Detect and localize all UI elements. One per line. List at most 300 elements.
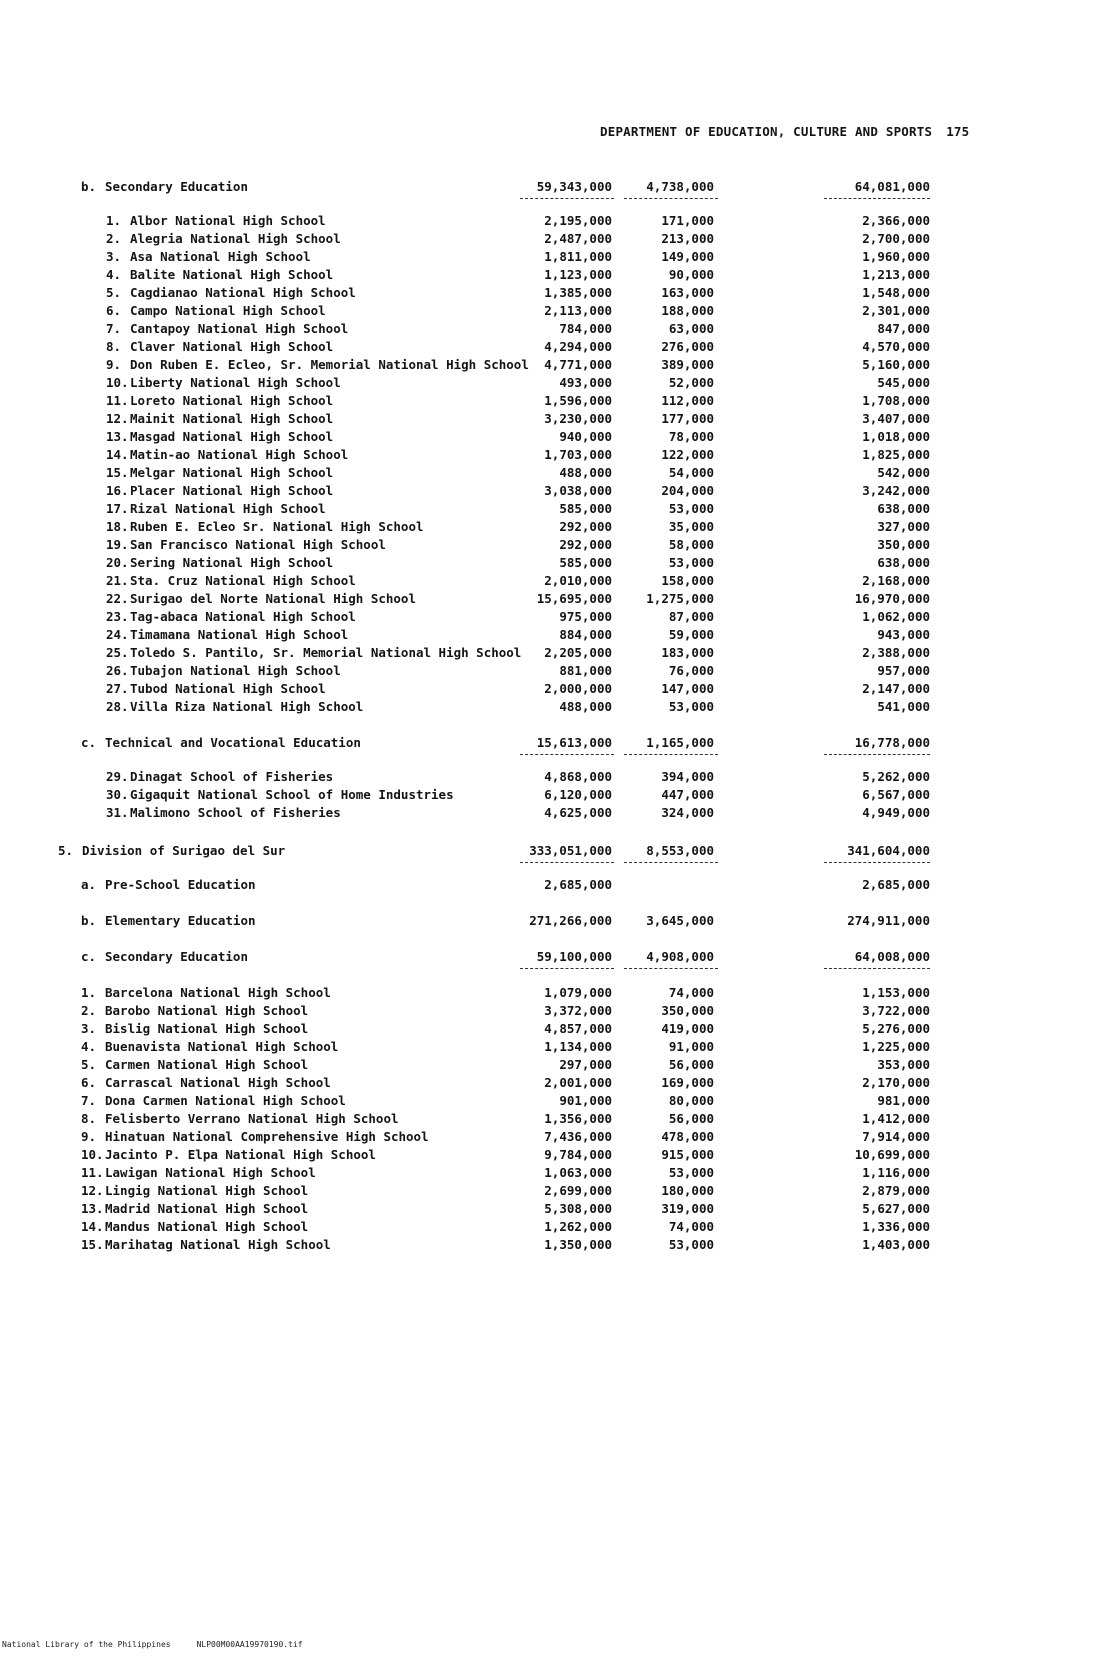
item-number: 9.	[81, 1129, 97, 1144]
amount-total: 1,336,000	[862, 1219, 930, 1234]
amount-column-1: 975,000	[559, 609, 612, 624]
amount-total: 3,722,000	[862, 1003, 930, 1018]
table-row	[0, 734, 1102, 752]
amount-column-2: 163,000	[661, 285, 714, 300]
amount-total: 1,018,000	[862, 429, 930, 444]
amount-total: 1,960,000	[862, 249, 930, 264]
amount-column-2: 158,000	[661, 573, 714, 588]
amount-total: 4,949,000	[862, 805, 930, 820]
page-footer	[2, 1640, 303, 1649]
amount-column-1: 2,001,000	[544, 1075, 612, 1090]
table-row	[0, 230, 1102, 248]
item-label: Mandus National High School	[105, 1219, 309, 1234]
table-row	[0, 786, 1102, 804]
item-number: 25.	[106, 645, 129, 660]
item-label: Albor National High School	[130, 213, 326, 228]
table-row	[0, 1200, 1102, 1218]
amount-column-2: 147,000	[661, 681, 714, 696]
item-label: Cantapoy National High School	[130, 321, 349, 336]
item-number: c.	[81, 735, 97, 750]
amount-column-2: 58,000	[668, 537, 714, 552]
item-number: 28.	[106, 699, 129, 714]
item-number: 26.	[106, 663, 129, 678]
item-number: 23.	[106, 609, 129, 624]
item-label: Secondary Education	[105, 949, 248, 964]
table-row	[0, 320, 1102, 338]
table-row	[0, 876, 1102, 894]
table-row	[0, 912, 1102, 930]
amount-column-2: 447,000	[661, 787, 714, 802]
amount-column-1: 585,000	[559, 555, 612, 570]
amount-column-1: 292,000	[559, 537, 612, 552]
amount-column-1: 2,113,000	[544, 303, 612, 318]
amount-column-1: 297,000	[559, 1057, 612, 1072]
item-label: Tag-abaca National High School	[130, 609, 356, 624]
amount-column-1: 1,356,000	[544, 1111, 612, 1126]
table-row	[0, 428, 1102, 446]
amount-total: 2,170,000	[862, 1075, 930, 1090]
item-label: Surigao del Norte National High School	[130, 591, 416, 606]
amount-column-1: 2,010,000	[544, 573, 612, 588]
item-number: 2.	[106, 231, 122, 246]
amount-column-1: 333,051,000	[529, 843, 612, 858]
amount-column-2: 76,000	[668, 663, 714, 678]
amount-total: 10,699,000	[854, 1147, 930, 1162]
table-row	[0, 1164, 1102, 1182]
item-number: 30.	[106, 787, 129, 802]
item-label: Elementary Education	[105, 913, 256, 928]
table-row	[0, 590, 1102, 608]
item-number: 15.	[106, 465, 129, 480]
item-label: Carmen National High School	[105, 1057, 309, 1072]
item-number: 22.	[106, 591, 129, 606]
item-label: Dona Carmen National High School	[105, 1093, 346, 1108]
table-row	[0, 518, 1102, 536]
amount-column-1: 1,811,000	[544, 249, 612, 264]
item-number: 8.	[106, 339, 122, 354]
amount-column-2: 1,165,000	[646, 735, 714, 750]
item-label: Malimono School of Fisheries	[130, 805, 341, 820]
item-label: Timamana National High School	[130, 627, 349, 642]
amount-column-1: 271,266,000	[529, 913, 612, 928]
table-row	[0, 698, 1102, 716]
amount-column-2: 1,275,000	[646, 591, 714, 606]
amount-column-2: 56,000	[668, 1057, 714, 1072]
amount-total: 353,000	[877, 1057, 930, 1072]
amount-column-2: 53,000	[668, 501, 714, 516]
table-row	[0, 644, 1102, 662]
table-row	[0, 1218, 1102, 1236]
amount-column-2: 177,000	[661, 411, 714, 426]
item-number: 12.	[106, 411, 129, 426]
amount-column-2: 324,000	[661, 805, 714, 820]
item-label: Tubajon National High School	[130, 663, 341, 678]
amount-column-2: 91,000	[668, 1039, 714, 1054]
item-label: Liberty National High School	[130, 375, 341, 390]
table-row	[0, 1146, 1102, 1164]
item-number: 18.	[106, 519, 129, 534]
amount-column-1: 881,000	[559, 663, 612, 678]
amount-total: 6,567,000	[862, 787, 930, 802]
subtotal-rule	[520, 198, 614, 199]
table-row	[0, 338, 1102, 356]
amount-total: 4,570,000	[862, 339, 930, 354]
table-row	[0, 266, 1102, 284]
amount-total: 2,879,000	[862, 1183, 930, 1198]
amount-column-2: 63,000	[668, 321, 714, 336]
item-label: Balite National High School	[130, 267, 334, 282]
item-number: 19.	[106, 537, 129, 552]
amount-total: 3,242,000	[862, 483, 930, 498]
amount-column-2: 54,000	[668, 465, 714, 480]
item-number: 8.	[81, 1111, 97, 1126]
item-label: Pre-School Education	[105, 877, 256, 892]
amount-column-1: 884,000	[559, 627, 612, 642]
item-number: 9.	[106, 357, 122, 372]
subtotal-rule	[824, 862, 930, 863]
table-row	[0, 248, 1102, 266]
amount-total: 5,627,000	[862, 1201, 930, 1216]
item-label: Masgad National High School	[130, 429, 334, 444]
header-title: DEPARTMENT OF EDUCATION, CULTURE AND SPORTS	[600, 124, 933, 139]
item-number: 11.	[81, 1165, 104, 1180]
amount-total: 7,914,000	[862, 1129, 930, 1144]
amount-column-1: 3,038,000	[544, 483, 612, 498]
amount-total: 341,604,000	[847, 843, 930, 858]
subtotal-rule	[624, 968, 718, 969]
item-number: 6.	[106, 303, 122, 318]
item-number: 15.	[81, 1237, 104, 1252]
amount-column-2: 53,000	[668, 1165, 714, 1180]
amount-column-2: 52,000	[668, 375, 714, 390]
amount-total: 3,407,000	[862, 411, 930, 426]
page-number: 175	[946, 124, 970, 139]
amount-column-1: 4,868,000	[544, 769, 612, 784]
item-label: Barcelona National High School	[105, 985, 331, 1000]
item-number: 1.	[106, 213, 122, 228]
amount-column-1: 2,205,000	[544, 645, 612, 660]
table-row	[0, 1002, 1102, 1020]
table-row	[0, 1056, 1102, 1074]
item-number: 13.	[81, 1201, 104, 1216]
item-label: Ruben E. Ecleo Sr. National High School	[130, 519, 424, 534]
item-label: Mainit National High School	[130, 411, 334, 426]
table-row	[0, 410, 1102, 428]
amount-total: 2,301,000	[862, 303, 930, 318]
item-label: Hinatuan National Comprehensive High School	[105, 1129, 429, 1144]
amount-column-2: 78,000	[668, 429, 714, 444]
amount-column-1: 4,294,000	[544, 339, 612, 354]
amount-total: 1,412,000	[862, 1111, 930, 1126]
table-row	[0, 284, 1102, 302]
amount-column-2: 183,000	[661, 645, 714, 660]
amount-column-2: 350,000	[661, 1003, 714, 1018]
item-number: 11.	[106, 393, 129, 408]
table-row	[0, 948, 1102, 966]
table-row	[0, 392, 1102, 410]
amount-column-1: 7,436,000	[544, 1129, 612, 1144]
item-label: Sta. Cruz National High School	[130, 573, 356, 588]
table-row	[0, 464, 1102, 482]
amount-total: 541,000	[877, 699, 930, 714]
item-number: 13.	[106, 429, 129, 444]
amount-column-2: 74,000	[668, 985, 714, 1000]
footer-file-id: NLP00M00AA19970190.tif	[196, 1640, 303, 1649]
item-label: Bislig National High School	[105, 1021, 309, 1036]
item-number: 2.	[81, 1003, 97, 1018]
amount-total: 2,700,000	[862, 231, 930, 246]
item-number: 4.	[81, 1039, 97, 1054]
amount-column-1: 1,123,000	[544, 267, 612, 282]
amount-column-2: 149,000	[661, 249, 714, 264]
item-label: Matin-ao National High School	[130, 447, 349, 462]
amount-column-2: 8,553,000	[646, 843, 714, 858]
footer-library: National Library of the Philippines	[2, 1640, 171, 1649]
table-row	[0, 842, 1102, 860]
item-number: 14.	[81, 1219, 104, 1234]
table-row	[0, 178, 1102, 196]
amount-total: 5,160,000	[862, 357, 930, 372]
amount-total: 542,000	[877, 465, 930, 480]
item-number: 14.	[106, 447, 129, 462]
item-label: Division of Surigao del Sur	[82, 843, 286, 858]
item-number: 5.	[81, 1057, 97, 1072]
item-label: Gigaquit National School of Home Industries	[130, 787, 454, 802]
table-row	[0, 984, 1102, 1002]
amount-column-1: 292,000	[559, 519, 612, 534]
amount-column-2: 419,000	[661, 1021, 714, 1036]
amount-total: 2,366,000	[862, 213, 930, 228]
item-label: Dinagat School of Fisheries	[130, 769, 334, 784]
item-label: Lawigan National High School	[105, 1165, 316, 1180]
table-row	[0, 536, 1102, 554]
amount-total: 1,825,000	[862, 447, 930, 462]
amount-column-2: 59,000	[668, 627, 714, 642]
amount-column-2: 169,000	[661, 1075, 714, 1090]
amount-column-1: 493,000	[559, 375, 612, 390]
item-number: 31.	[106, 805, 129, 820]
amount-column-1: 4,857,000	[544, 1021, 612, 1036]
amount-column-2: 4,738,000	[646, 179, 714, 194]
subtotal-rule	[520, 754, 614, 755]
item-number: 20.	[106, 555, 129, 570]
amount-column-1: 1,350,000	[544, 1237, 612, 1252]
item-label: San Francisco National High School	[130, 537, 386, 552]
amount-column-1: 3,230,000	[544, 411, 612, 426]
subtotal-rule	[624, 862, 718, 863]
item-label: Buenavista National High School	[105, 1039, 339, 1054]
amount-column-1: 2,699,000	[544, 1183, 612, 1198]
amount-column-2: 53,000	[668, 555, 714, 570]
item-label: Barobo National High School	[105, 1003, 309, 1018]
amount-column-2: 4,908,000	[646, 949, 714, 964]
amount-column-1: 2,195,000	[544, 213, 612, 228]
amount-column-1: 1,079,000	[544, 985, 612, 1000]
item-number: b.	[81, 179, 97, 194]
amount-column-1: 4,625,000	[544, 805, 612, 820]
amount-column-1: 2,487,000	[544, 231, 612, 246]
amount-column-1: 1,596,000	[544, 393, 612, 408]
table-row	[0, 768, 1102, 786]
amount-total: 350,000	[877, 537, 930, 552]
amount-column-1: 59,100,000	[536, 949, 612, 964]
amount-column-1: 9,784,000	[544, 1147, 612, 1162]
amount-column-2: 915,000	[661, 1147, 714, 1162]
amount-total: 64,081,000	[854, 179, 930, 194]
amount-total: 64,008,000	[854, 949, 930, 964]
item-label: Felisberto Verrano National High School	[105, 1111, 399, 1126]
amount-column-2: 394,000	[661, 769, 714, 784]
amount-total: 1,225,000	[862, 1039, 930, 1054]
subtotal-rule	[824, 968, 930, 969]
amount-total: 1,153,000	[862, 985, 930, 1000]
amount-column-2: 90,000	[668, 267, 714, 282]
amount-total: 2,685,000	[862, 877, 930, 892]
page-header	[600, 124, 970, 139]
item-number: 7.	[106, 321, 122, 336]
item-number: 16.	[106, 483, 129, 498]
subtotal-rule	[824, 754, 930, 755]
item-number: 21.	[106, 573, 129, 588]
item-label: Rizal National High School	[130, 501, 326, 516]
amount-column-1: 1,262,000	[544, 1219, 612, 1234]
item-number: 29.	[106, 769, 129, 784]
subtotal-rule	[824, 198, 930, 199]
subtotal-rule	[520, 862, 614, 863]
table-row	[0, 1236, 1102, 1254]
amount-column-2: 53,000	[668, 699, 714, 714]
table-row	[0, 356, 1102, 374]
item-label: Claver National High School	[130, 339, 334, 354]
amount-total: 2,168,000	[862, 573, 930, 588]
amount-total: 16,778,000	[854, 735, 930, 750]
table-row	[0, 1092, 1102, 1110]
amount-column-2: 56,000	[668, 1111, 714, 1126]
item-label: Technical and Vocational Education	[105, 735, 361, 750]
amount-column-1: 585,000	[559, 501, 612, 516]
table-row	[0, 626, 1102, 644]
item-number: 24.	[106, 627, 129, 642]
item-number: 5.	[106, 285, 122, 300]
item-number: c.	[81, 949, 97, 964]
amount-total: 943,000	[877, 627, 930, 642]
amount-total: 847,000	[877, 321, 930, 336]
item-label: Madrid National High School	[105, 1201, 309, 1216]
amount-total: 638,000	[877, 555, 930, 570]
item-label: Toledo S. Pantilo, Sr. Memorial National High School	[130, 645, 522, 660]
item-label: Carrascal National High School	[105, 1075, 331, 1090]
amount-column-1: 901,000	[559, 1093, 612, 1108]
item-number: 4.	[106, 267, 122, 282]
amount-total: 1,403,000	[862, 1237, 930, 1252]
table-row	[0, 804, 1102, 822]
amount-total: 5,276,000	[862, 1021, 930, 1036]
amount-column-2: 80,000	[668, 1093, 714, 1108]
table-row	[0, 446, 1102, 464]
table-row	[0, 374, 1102, 392]
amount-total: 957,000	[877, 663, 930, 678]
item-label: Loreto National High School	[130, 393, 334, 408]
amount-column-1: 784,000	[559, 321, 612, 336]
item-number: 7.	[81, 1093, 97, 1108]
amount-column-1: 3,372,000	[544, 1003, 612, 1018]
item-number: 10.	[81, 1147, 104, 1162]
amount-total: 5,262,000	[862, 769, 930, 784]
table-row	[0, 572, 1102, 590]
item-label: Placer National High School	[130, 483, 334, 498]
item-number: 17.	[106, 501, 129, 516]
amount-column-1: 1,063,000	[544, 1165, 612, 1180]
amount-column-2: 204,000	[661, 483, 714, 498]
amount-column-1: 488,000	[559, 699, 612, 714]
subtotal-rule	[624, 754, 718, 755]
subtotal-rule	[624, 198, 718, 199]
item-label: Cagdianao National High School	[130, 285, 356, 300]
amount-column-2: 188,000	[661, 303, 714, 318]
amount-column-2: 3,645,000	[646, 913, 714, 928]
item-label: Marihatag National High School	[105, 1237, 331, 1252]
amount-column-2: 276,000	[661, 339, 714, 354]
amount-column-1: 940,000	[559, 429, 612, 444]
item-label: Lingig National High School	[105, 1183, 309, 1198]
table-row	[0, 500, 1102, 518]
amount-column-1: 1,703,000	[544, 447, 612, 462]
item-number: 6.	[81, 1075, 97, 1090]
table-row	[0, 1128, 1102, 1146]
amount-total: 981,000	[877, 1093, 930, 1108]
item-number: 1.	[81, 985, 97, 1000]
table-row	[0, 1074, 1102, 1092]
amount-column-1: 1,134,000	[544, 1039, 612, 1054]
amount-column-2: 122,000	[661, 447, 714, 462]
amount-column-2: 213,000	[661, 231, 714, 246]
amount-column-1: 15,613,000	[536, 735, 612, 750]
table-row	[0, 554, 1102, 572]
item-number: 12.	[81, 1183, 104, 1198]
amount-column-2: 319,000	[661, 1201, 714, 1216]
amount-total: 1,708,000	[862, 393, 930, 408]
item-label: Villa Riza National High School	[130, 699, 364, 714]
table-row	[0, 212, 1102, 230]
table-row	[0, 680, 1102, 698]
item-label: Don Ruben E. Ecleo, Sr. Memorial National High School	[130, 357, 529, 372]
item-label: Alegria National High School	[130, 231, 341, 246]
amount-column-2: 389,000	[661, 357, 714, 372]
amount-column-2: 53,000	[668, 1237, 714, 1252]
amount-column-1: 4,771,000	[544, 357, 612, 372]
amount-column-1: 5,308,000	[544, 1201, 612, 1216]
amount-total: 1,213,000	[862, 267, 930, 282]
amount-total: 2,388,000	[862, 645, 930, 660]
amount-column-2: 171,000	[661, 213, 714, 228]
table-row	[0, 1110, 1102, 1128]
table-row	[0, 482, 1102, 500]
amount-total: 274,911,000	[847, 913, 930, 928]
amount-total: 638,000	[877, 501, 930, 516]
amount-column-2: 180,000	[661, 1183, 714, 1198]
amount-column-2: 35,000	[668, 519, 714, 534]
item-number: b.	[81, 913, 97, 928]
amount-column-1: 1,385,000	[544, 285, 612, 300]
amount-total: 1,548,000	[862, 285, 930, 300]
amount-column-1: 6,120,000	[544, 787, 612, 802]
item-number: 5.	[58, 843, 74, 858]
amount-total: 2,147,000	[862, 681, 930, 696]
item-number: 3.	[81, 1021, 97, 1036]
amount-column-1: 488,000	[559, 465, 612, 480]
item-label: Sering National High School	[130, 555, 334, 570]
amount-column-1: 15,695,000	[536, 591, 612, 606]
